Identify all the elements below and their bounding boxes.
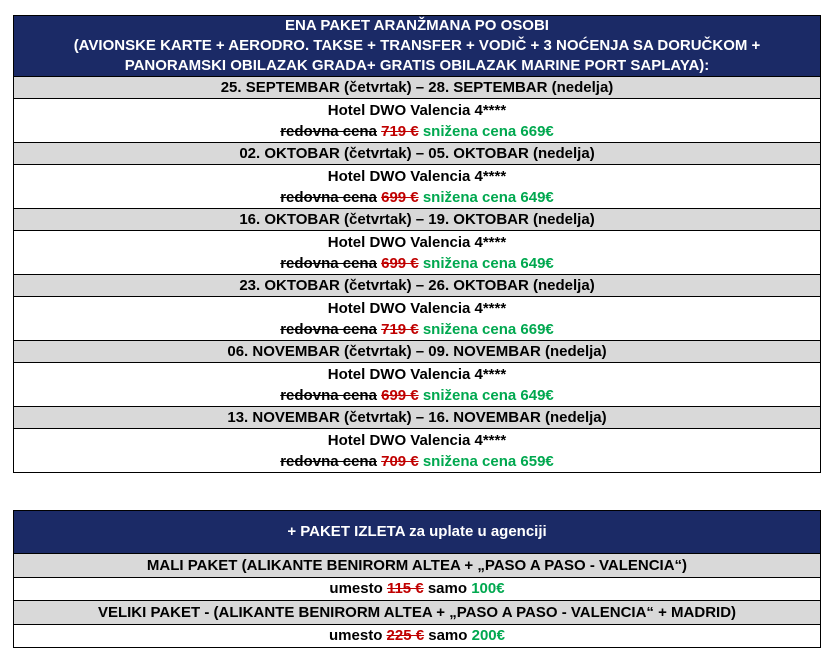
header-includes: (AVIONSKE KARTE + AERODRO. TAKSE + TRANSFER + VODIČ + 3 NOĆENJA SA DORUČKOM +	[73, 37, 761, 54]
excursion-old-price: 225 €	[386, 627, 425, 644]
reduced-price-label: snižena cena	[422, 452, 517, 470]
departure-price-row	[14, 99, 821, 143]
reduced-price: 669€	[520, 320, 554, 338]
price-line	[14, 385, 820, 406]
hotel-name: Hotel DWO Valencia 4****	[327, 431, 507, 449]
instead-label: umesto	[329, 627, 383, 644]
price-cell	[14, 231, 821, 275]
reduced-price-label: snižena cena	[422, 320, 517, 338]
only-label: samo	[427, 580, 468, 597]
excursions-table	[13, 510, 821, 648]
hotel-name: Hotel DWO Valencia 4****	[327, 233, 507, 251]
reduced-price-label: snižena cena	[422, 188, 517, 206]
regular-price-label: redovna cena	[280, 122, 377, 140]
main-table-header	[14, 16, 821, 77]
excursion-price-row	[14, 578, 821, 601]
departure-date-row	[14, 209, 821, 231]
regular-price-label: redovna cena	[280, 386, 377, 404]
reduced-price: 649€	[520, 254, 554, 272]
price-cell	[14, 297, 821, 341]
excursion-price	[14, 578, 821, 601]
only-label: samo	[428, 627, 468, 644]
excursions-header: + PAKET IZLETA za uplate u agenciji	[14, 511, 821, 554]
departure-dates: 02. OKTOBAR (četvrtak) – 05. OKTOBAR (nedelja)	[14, 143, 821, 165]
excursion-new-price: 100€	[471, 580, 505, 597]
regular-price-label: redovna cena	[280, 254, 377, 272]
departure-dates: 06. NOVEMBAR (četvrtak) – 09. NOVEMBAR (nedelja)	[14, 341, 821, 363]
reduced-price-label: snižena cena	[422, 254, 517, 272]
excursion-name-row	[14, 601, 821, 625]
departure-dates: 16. OKTOBAR (četvrtak) – 19. OKTOBAR (nedelja)	[14, 209, 821, 231]
departure-date-row	[14, 407, 821, 429]
excursion-old-price: 115 €	[386, 580, 424, 597]
hotel-name: Hotel DWO Valencia 4****	[327, 167, 507, 185]
excursion-name: VELIKI PAKET - (ALIKANTE BENIRORM ALTEA + „PASO A PASO - VALENCIA“ + MADRID)	[14, 601, 821, 625]
departure-dates: 23. OKTOBAR (četvrtak) – 26. OKTOBAR (nedelja)	[14, 275, 821, 297]
price-line	[14, 187, 820, 208]
header-includes-cont: PANORAMSKI OBILAZAK GRADA+ GRATIS OBILAZAK MARINE PORT SAPLAYA):	[124, 57, 710, 74]
excursion-name-row	[14, 554, 821, 578]
regular-price: 719 €	[381, 320, 419, 338]
excursions-header-row	[14, 511, 821, 554]
price-line	[14, 319, 820, 340]
excursion-new-price: 200€	[471, 627, 505, 644]
price-line	[14, 121, 820, 142]
regular-price: 699 €	[381, 386, 419, 404]
departure-price-row	[14, 363, 821, 407]
main-table-header-row	[14, 16, 821, 77]
departure-price-row	[14, 429, 821, 473]
departure-date-row	[14, 341, 821, 363]
main-package-table	[13, 15, 821, 473]
regular-price: 719 €	[381, 122, 419, 140]
instead-label: umesto	[329, 580, 383, 597]
regular-price: 709 €	[381, 452, 419, 470]
excursion-name: MALI PAKET (ALIKANTE BENIRORM ALTEA + „PASO A PASO - VALENCIA“)	[14, 554, 821, 578]
reduced-price: 649€	[520, 188, 554, 206]
departure-date-row	[14, 275, 821, 297]
departure-dates: 13. NOVEMBAR (četvrtak) – 16. NOVEMBAR (nedelja)	[14, 407, 821, 429]
departure-price-row	[14, 165, 821, 209]
price-line	[14, 451, 820, 472]
departure-price-row	[14, 231, 821, 275]
hotel-name: Hotel DWO Valencia 4****	[327, 101, 507, 119]
departure-date-row	[14, 77, 821, 99]
regular-price: 699 €	[381, 188, 419, 206]
departure-date-row	[14, 143, 821, 165]
regular-price: 699 €	[381, 254, 419, 272]
price-cell	[14, 165, 821, 209]
price-cell	[14, 429, 821, 473]
hotel-name: Hotel DWO Valencia 4****	[327, 365, 507, 383]
regular-price-label: redovna cena	[280, 452, 377, 470]
excursion-price	[14, 625, 821, 648]
price-line	[14, 253, 820, 274]
regular-price-label: redovna cena	[280, 320, 377, 338]
reduced-price: 669€	[520, 122, 554, 140]
price-cell	[14, 363, 821, 407]
price-cell	[14, 99, 821, 143]
departure-dates: 25. SEPTEMBAR (četvrtak) – 28. SEPTEMBAR (nedelja)	[14, 77, 821, 99]
header-title: ENA PAKET ARANŽMANA PO OSOBI	[285, 17, 549, 34]
regular-price-label: redovna cena	[280, 188, 377, 206]
reduced-price: 649€	[520, 386, 554, 404]
reduced-price-label: snižena cena	[422, 122, 517, 140]
reduced-price-label: snižena cena	[422, 386, 517, 404]
hotel-name: Hotel DWO Valencia 4****	[327, 299, 507, 317]
departure-price-row	[14, 297, 821, 341]
excursion-price-row	[14, 625, 821, 648]
reduced-price: 659€	[520, 452, 554, 470]
